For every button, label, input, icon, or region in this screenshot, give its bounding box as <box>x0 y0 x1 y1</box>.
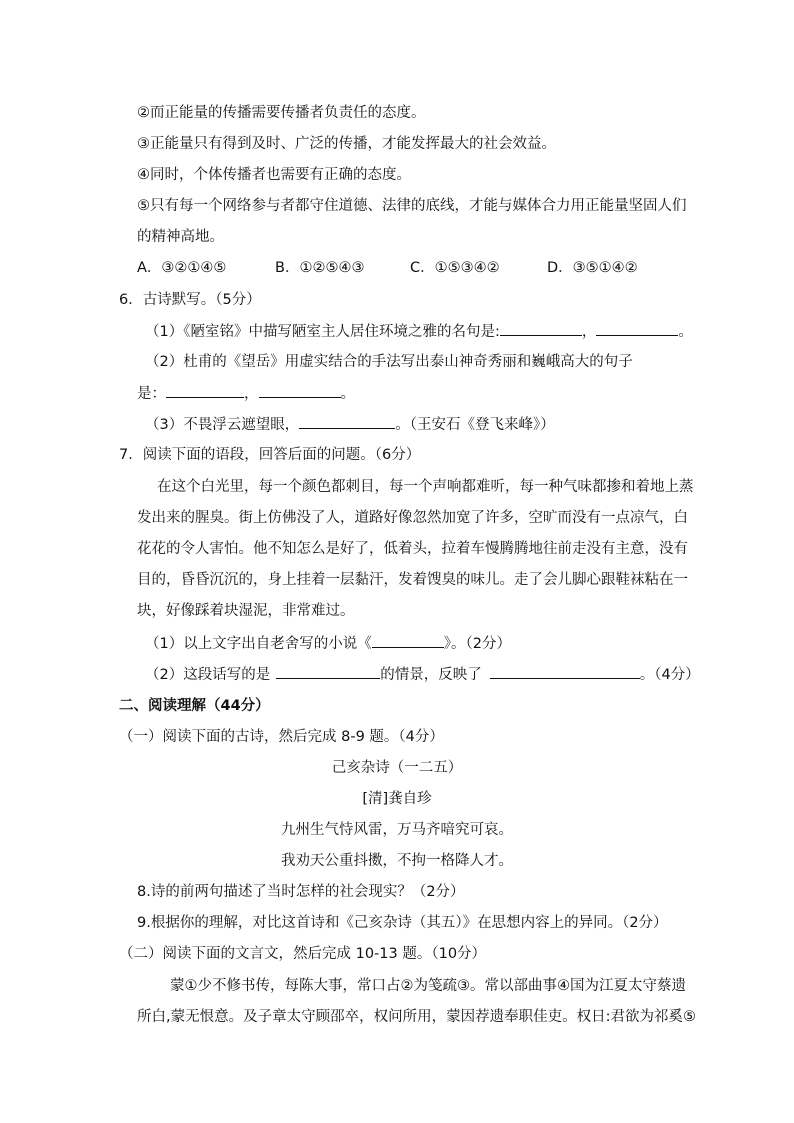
q7-s2-blank-2 <box>490 664 640 679</box>
q6-p1-blank-1 <box>500 321 582 336</box>
q6-p3-blank <box>299 414 395 429</box>
q6-p2-blank-2 <box>259 383 341 398</box>
prose-line-2: 所白,蒙无恨意。及子章太守顾邵卒，权问所用，蒙因荐遗奉职佳吏。权日:君欲为祁奚⑤ <box>137 1009 696 1025</box>
question-6-part-2: （2）杜甫的《望岳》用虚实结合的手法写出泰山神奇秀丽和巍峨高大的句子 <box>145 354 633 370</box>
question-9: 9.根据你的理解，对比这首诗和《己亥杂诗（其五）》在思想内容上的异同。（2分） <box>137 915 668 931</box>
question-7-sub-2 <box>145 664 700 685</box>
option-b: B．①②⑤④③ <box>275 260 365 276</box>
q7-s2-blank-1 <box>276 664 380 679</box>
q7-s1-start: （1）以上文字出自老舍写的小说《 <box>145 636 372 652</box>
q7-s2-end: 。（4分） <box>639 667 700 683</box>
question-8: 8.诗的前两句描述了当时怎样的社会现实？（2分） <box>137 884 465 900</box>
question-6-part-2-cont <box>137 383 355 404</box>
poem-author: [清]龚自珍 <box>362 791 432 807</box>
q6-p2b-start: 是： <box>137 386 166 402</box>
passage-line-5: 块，好像踩着块湿泥，非常难过。 <box>137 603 355 619</box>
option-d: D．③⑤①④② <box>547 260 638 276</box>
option-c: C．①⑤③④② <box>410 260 500 276</box>
prose-line-1: 蒙①少不修书传，每陈大事，常口占②为笺疏③。常以部曲事④国为江夏太守蔡遗 <box>170 978 686 994</box>
question-6-title: 6．古诗默写。（5分） <box>119 292 261 308</box>
q6-p2b-sep: ， <box>244 386 259 402</box>
passage-line-2: 发出来的腥臭。街上仿佛没了人，道路好像忽然加宽了许多，空旷而没有一点凉气，白 <box>137 510 688 526</box>
passage-line-1: 在这个白光里，每一个颜色都刺目，每一个声响都难听，每一种气味都掺和着地上蒸 <box>157 479 694 495</box>
section-2-title: 二、阅读理解（44分） <box>119 698 270 714</box>
poem-title: 己亥杂诗（一二五） <box>331 760 463 776</box>
q6-p3-end: 。（王安石《登飞来峰》） <box>395 417 555 433</box>
item-5-cont: 的精神高地。 <box>137 229 224 245</box>
q6-p1-end: 。 <box>678 324 693 340</box>
question-7-sub-1 <box>145 633 511 654</box>
part-2-heading: （二）阅读下面的文言文，然后完成 10-13 题。（10分） <box>119 946 487 962</box>
option-a: A．③②①④⑤ <box>137 260 227 276</box>
question-6-part-3 <box>145 414 555 435</box>
q6-p2b-end: 。 <box>340 386 355 402</box>
passage-line-4: 目的，昏昏沉沉的，身上挂着一层黏汗，发着馊臭的味儿。走了会儿脚心跟鞋袜粘在一 <box>137 572 688 588</box>
q7-s2-mid: 的情景，反映了 <box>380 667 482 683</box>
q6-p1-sep: ， <box>581 324 597 340</box>
question-6-part-1 <box>145 321 693 342</box>
q7-s1-end: 》。（2分） <box>443 636 511 652</box>
item-3: ③正能量只有得到及时、广泛的传播，才能发挥最大的社会效益。 <box>137 136 556 152</box>
passage-line-3: 花花的令人害怕。他不知怎么是好了，低着头，拉着车慢腾腾地往前走没有主意，没有 <box>137 541 688 557</box>
part-1-heading: （一）阅读下面的古诗，然后完成 8-9 题。（4分） <box>119 729 444 745</box>
question-7-title: 7．阅读下面的语段，回答后面的问题。（6分） <box>119 447 421 463</box>
answer-options <box>137 258 638 278</box>
q6-p1-text: （1）《陋室铭》中描写陋室主人居住环境之雅的名句是: <box>145 324 500 340</box>
item-2: ②而正能量的传播需要传播者负责任的态度。 <box>137 105 426 121</box>
poem-line-1: 九州生气恃风雷，万马齐喑究可哀。 <box>281 822 513 838</box>
q6-p1-blank-2 <box>596 321 678 336</box>
item-4: ④同时，个体传播者也需要有正确的态度。 <box>137 167 411 183</box>
q6-p3-start: （3）不畏浮云遮望眼， <box>145 417 300 433</box>
q7-s2-start: （2）这段话写的是 <box>145 667 271 683</box>
poem-line-2: 我劝天公重抖擞，不拘一格降人才。 <box>281 853 513 869</box>
q7-s1-blank <box>372 633 444 648</box>
item-5: ⑤只有每一个网络参与者都守住道德、法律的底线，才能与媒体合力用正能量坚固人们 <box>137 198 687 214</box>
q6-p2-blank-1 <box>166 383 244 398</box>
